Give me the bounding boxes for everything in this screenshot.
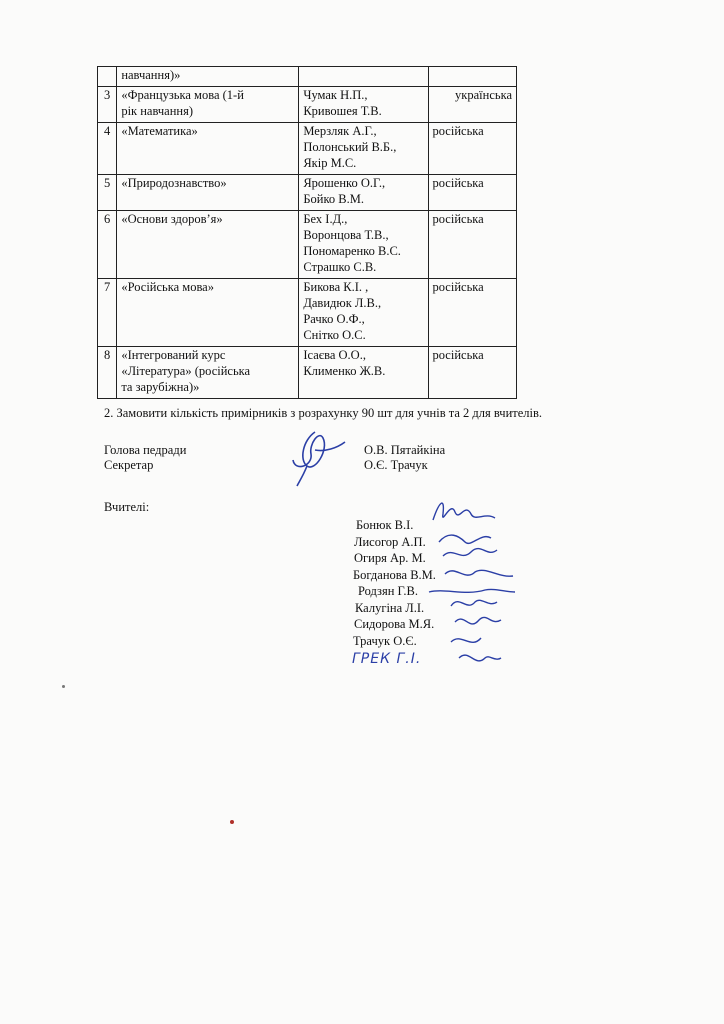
secretary-name: О.Є. Трачук [364, 458, 428, 472]
author-line: Полонський В.Б., [303, 140, 397, 154]
textbook-title [117, 123, 299, 175]
textbook-authors [299, 175, 428, 211]
teacher-name: Бонюк В.І. [356, 518, 414, 532]
teacher-name: Огиря Ар. М. [354, 551, 426, 565]
teacher-name: Родзян Г.В. [358, 584, 418, 598]
row-number: 3 [98, 87, 117, 123]
row-number: 8 [98, 347, 117, 399]
title-line: рік навчання) [121, 104, 194, 118]
textbook-authors [299, 347, 428, 399]
row-number: 7 [98, 279, 117, 347]
row-number: 5 [98, 175, 117, 211]
title-line: «Основи здоров’я» [121, 212, 223, 226]
textbook-authors [299, 87, 428, 123]
title-line: «Інтегрований курс [121, 348, 226, 362]
handwritten-teacher-name: ГРЕК Г.І. [352, 651, 422, 667]
author-line: Давидюк Л.В., [303, 296, 382, 310]
author-line: Рачко О.Ф., [303, 312, 365, 326]
table-row [98, 67, 517, 87]
table-row [98, 279, 517, 347]
textbook-authors [299, 279, 428, 347]
author-line: Бех І.Д., [303, 212, 348, 226]
chair-label: Голова педради [104, 443, 187, 457]
title-line: «Література» (російська [121, 364, 251, 378]
table-row [98, 175, 517, 211]
textbook-title [117, 67, 299, 87]
textbook-title [117, 175, 299, 211]
row-number: 4 [98, 123, 117, 175]
author-line: Воронцова Т.В., [303, 228, 389, 242]
textbook-language: російська [428, 123, 517, 175]
title-line: навчання)» [121, 68, 181, 82]
textbook-authors [299, 211, 428, 279]
title-line: та зарубіжна)» [121, 380, 200, 394]
textbook-table [97, 66, 517, 399]
textbook-language: російська [428, 347, 517, 399]
textbook-title [117, 211, 299, 279]
author-line: Страшко С.В. [303, 260, 377, 274]
title-line: «Природознавство» [121, 176, 227, 190]
textbook-language [428, 67, 517, 87]
author-line: Мерзляк А.Г., [303, 124, 377, 138]
textbook-title [117, 347, 299, 399]
teachers-label: Вчителі: [104, 500, 150, 514]
table-row [98, 87, 517, 123]
author-line: Снітко О.С. [303, 328, 366, 342]
title-line: «Французька мова (1-й [121, 88, 244, 102]
author-line: Ярошенко О.Г., [303, 176, 386, 190]
table-row [98, 347, 517, 399]
author-line: Чумак Н.П., [303, 88, 368, 102]
textbook-language: російська [428, 211, 517, 279]
author-line: Бойко В.М. [303, 192, 364, 206]
textbook-title [117, 87, 299, 123]
secretary-label: Секретар [104, 458, 154, 472]
chair-signature-scribble [285, 420, 355, 490]
paper-speck [230, 820, 234, 824]
teacher-name: Сидорова М.Я. [354, 617, 435, 631]
table-row [98, 211, 517, 279]
textbook-language: російська [428, 175, 517, 211]
author-line: Бикова К.І. , [303, 280, 369, 294]
table-row [98, 123, 517, 175]
teacher-name: Трачук О.Є. [353, 634, 417, 648]
teachers-signature-scribbles [425, 492, 515, 682]
teacher-name: Лисогор А.П. [354, 535, 426, 549]
textbook-authors [299, 123, 428, 175]
paper-speck [62, 685, 65, 688]
table-body [98, 67, 517, 399]
order-paragraph: 2. Замовити кількість примірників з розрахунку 90 шт для учнів та 2 для вчителів. [104, 406, 543, 420]
textbook-language: українська [428, 87, 517, 123]
author-line: Пономаренко В.С. [303, 244, 401, 258]
title-line: «Російська мова» [121, 280, 214, 294]
textbook-title [117, 279, 299, 347]
textbook-language: російська [428, 279, 517, 347]
textbook-authors [299, 67, 428, 87]
author-line: Ісаєва О.О., [303, 348, 366, 362]
teacher-name: Калугіна Л.І. [355, 601, 425, 615]
author-line: Якір М.С. [303, 156, 357, 170]
row-number [98, 67, 117, 87]
author-line: Кривошея Т.В. [303, 104, 382, 118]
teacher-name: Богданова В.М. [353, 568, 436, 582]
row-number: 6 [98, 211, 117, 279]
title-line: «Математика» [121, 124, 198, 138]
author-line: Клименко Ж.В. [303, 364, 386, 378]
chair-name: О.В. Пятайкіна [364, 443, 446, 457]
